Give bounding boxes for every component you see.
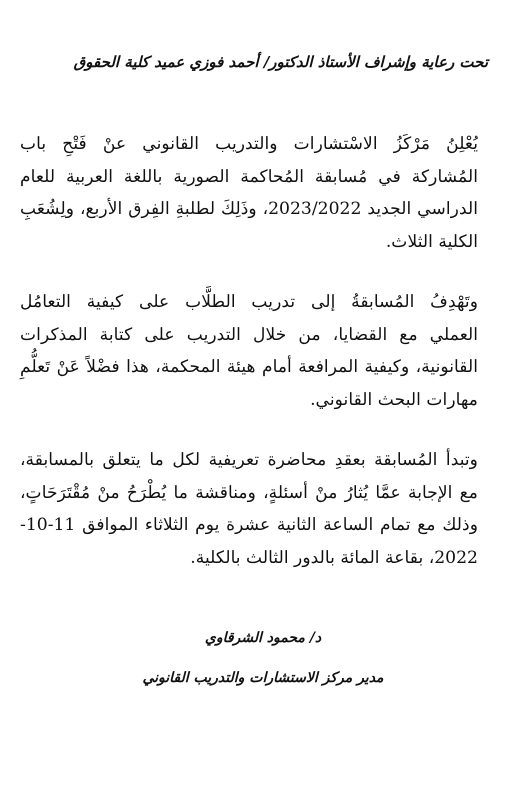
signatory-name: د/ محمود الشرقاوي xyxy=(204,630,322,646)
sponsorship-header: تحت رعاية وإشراف الأستاذ الدكتور/ أحمد فوزي عميد كلية الحقوق xyxy=(73,53,488,71)
text-line: يُعْلِنُ مَرْكَزُ الاسْتشارات والتدريب القانوني عنْ فَتْحِ باب xyxy=(20,134,478,154)
text-line: مع الإجابة عمَّا يُثارُ منْ أسئلةٍ، ومناقشة ما يُطْرَحُ منْ مُقْتَرَحَاتٍ، xyxy=(20,482,478,503)
paragraph-goals xyxy=(20,286,504,416)
text-line: الدراسي الجديد 2023/2022، وذَلِكَ لطلبةِ الفِرق الأربع، ولِشُعَبِ xyxy=(20,199,478,219)
paragraph-registration xyxy=(20,128,504,258)
signature-block xyxy=(20,618,506,698)
signatory-title: مدير مركز الاستشارات والتدريب القانوني xyxy=(142,670,384,686)
text-line: الكلية الثلاث. xyxy=(385,231,478,252)
text-line: وذلك مع تمام الساعة الثانية عشرة يوم الثلاثاء الموافق 11-10- xyxy=(20,515,478,535)
text-line: وتَهْدِفُ المُسابقةُ إلى تدريب الطلَّاب على كيفية التعامُل xyxy=(20,292,478,312)
text-line: وتبدأ المُسابقة بعقدِ محاضرة تعريفية لكل ما يتعلق بالمسابقة، xyxy=(20,450,478,470)
paragraph-schedule xyxy=(20,444,504,574)
text-line: القانونية، وكيفية المرافعة أمام هيئة المحكمة، هذا فضْلاً عَنْ تَعلُّمِ xyxy=(20,357,478,377)
text-line: العملي مع القضايا، من خلال التدريب على كتابة المذكرات xyxy=(20,324,478,345)
text-line: 2022، بقاعة المائة بالدور الثالث بالكلية. xyxy=(190,547,478,568)
text-line: مهارات البحث القانوني. xyxy=(310,389,478,410)
announcement-body xyxy=(20,128,504,602)
text-line: المُشاركة في مُسابقة المُحاكمة الصورية باللغة العربية للعام xyxy=(20,166,478,187)
